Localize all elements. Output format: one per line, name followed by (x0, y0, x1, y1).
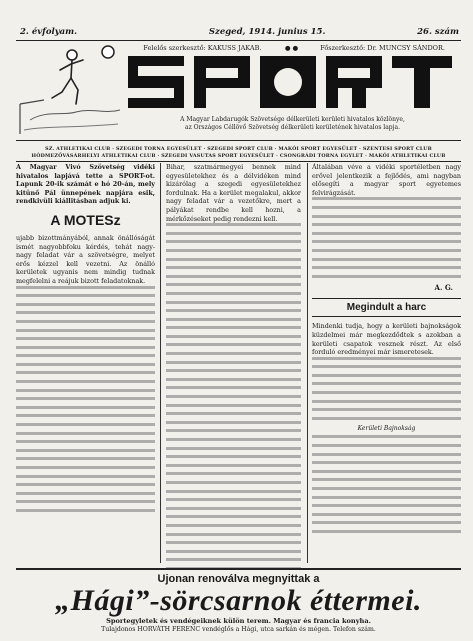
footballer-illustration (16, 42, 126, 136)
editor-separator: ●● (284, 43, 301, 52)
clubs-rule (16, 161, 461, 162)
restaurant-advertisement (16, 568, 461, 636)
issue-number: 26. szám (417, 27, 459, 37)
article-continuation (166, 223, 301, 570)
column-3 (312, 163, 461, 567)
article-continuation (312, 357, 461, 420)
motesz-article: ujabb bizottmányából, annak önállóságát ismét nagyobbfoku kérdés, tehát nagy-nagy feladat vár a szövetségre, melyet erős kézzel kell vezetni. Az önálló kerületek ugyanis nem mindig tudnak megfelelni a reájuk bizott feladatoknak. (16, 233, 155, 285)
article-continuation (312, 435, 461, 533)
volume-label: 2. évfolyam. (20, 27, 78, 37)
club-list: SZ. ATHLETIKAI CLUB · SZEGEDI TORNA EGYESÜLET · SZEGEDI SPORT CLUB · MAKÓI SPORT EGYESÜLET · SZENTESI SPORT CLUB HÓDMEZŐVÁSÁRHELYI ATHLETIKAI CLUB · SZEGEDI VASUTAS SPORT EGYESÜLET · CSONGRÁDI TORNA EGYLET · MAKÓI ATHLETIKAI CLUB (31, 146, 446, 159)
masthead (16, 42, 459, 136)
sport-wordmark (126, 52, 459, 112)
harc-heading: Megindult a harc (312, 298, 461, 317)
issue-header (20, 26, 459, 38)
masthead-subtitle: A Magyar Labdarugók Szövetsége délkerületi kerületi hivatalos közlönye, az Országos Céllövő Szövetség délkerületi kerületének hivatalos lapja. (180, 116, 405, 131)
article-continuation (312, 197, 461, 277)
masthead-rule (16, 140, 461, 141)
harc-article: Mindenki tudja, hogy a kerületi bajnokságok küzdelmei már megkezdődtek s azokban a kerületi csapatok vesznek részt. Az első forduló eredményei már ismeretesek. (312, 322, 461, 357)
date-label: Szeged, 1914. junius 15. (208, 27, 326, 37)
motesz-heading: A MOTESz (50, 211, 121, 228)
masthead-right (126, 42, 459, 136)
championship-subhead: Kerületi Bajnokság (357, 425, 416, 433)
ad-owner: Tulajdonos HORVÁTH FERENC vendéglős a Hági, utca sarkán és mégen. Telefon szám. (101, 626, 376, 633)
header-rule (16, 40, 461, 41)
column-3-intro: Általában véve a vidéki sportéletben nagy erővel jelentkezik a fejlődés, ami nagyban elősegíti a magyar sport egyetemes felvirágzását. (312, 163, 461, 197)
column-2 (166, 163, 301, 567)
author-signature: A. G. (434, 283, 453, 293)
ad-title: „Hági”-sörcsarnok éttermei. (55, 584, 422, 617)
column-2-article: Bihar, szatmármegyei bennek mind egyesületekhez és a délvidéken mind kizárólag a szegedi egyesületekhez fordulnak. Ha a kerület megalakul, akkor nagy feladat vár a vezetőkre, mert a pályákat rendbe kell hozni, a mérkőzéseket pedig rendezni kell. (166, 163, 301, 223)
fencing-announcement: A Magyar Vivó Szövetség vidéki hivatalos lapjává tette a SPORT-ot. Lapunk 20-ik számát e hó 20-án, mely kitünő Pál ünnepének napjára esik, rendkivüli kiállitásban adjuk ki. (16, 163, 155, 206)
ad-details: Sportegyletek és vendégeiknek külön terem. Magyar és francia konyha. (106, 617, 371, 625)
chief-editor: Főszerkesztő: Dr. MUNCSY SÁNDOR. (320, 43, 445, 52)
responsible-editor: Felelős szerkesztő: KAKUSS JAKAB. (143, 43, 262, 52)
article-columns (16, 163, 461, 567)
column-1 (16, 163, 155, 567)
article-continuation (16, 286, 155, 512)
ad-opening-line: Ujonan renoválva megnyittak a (157, 573, 320, 585)
